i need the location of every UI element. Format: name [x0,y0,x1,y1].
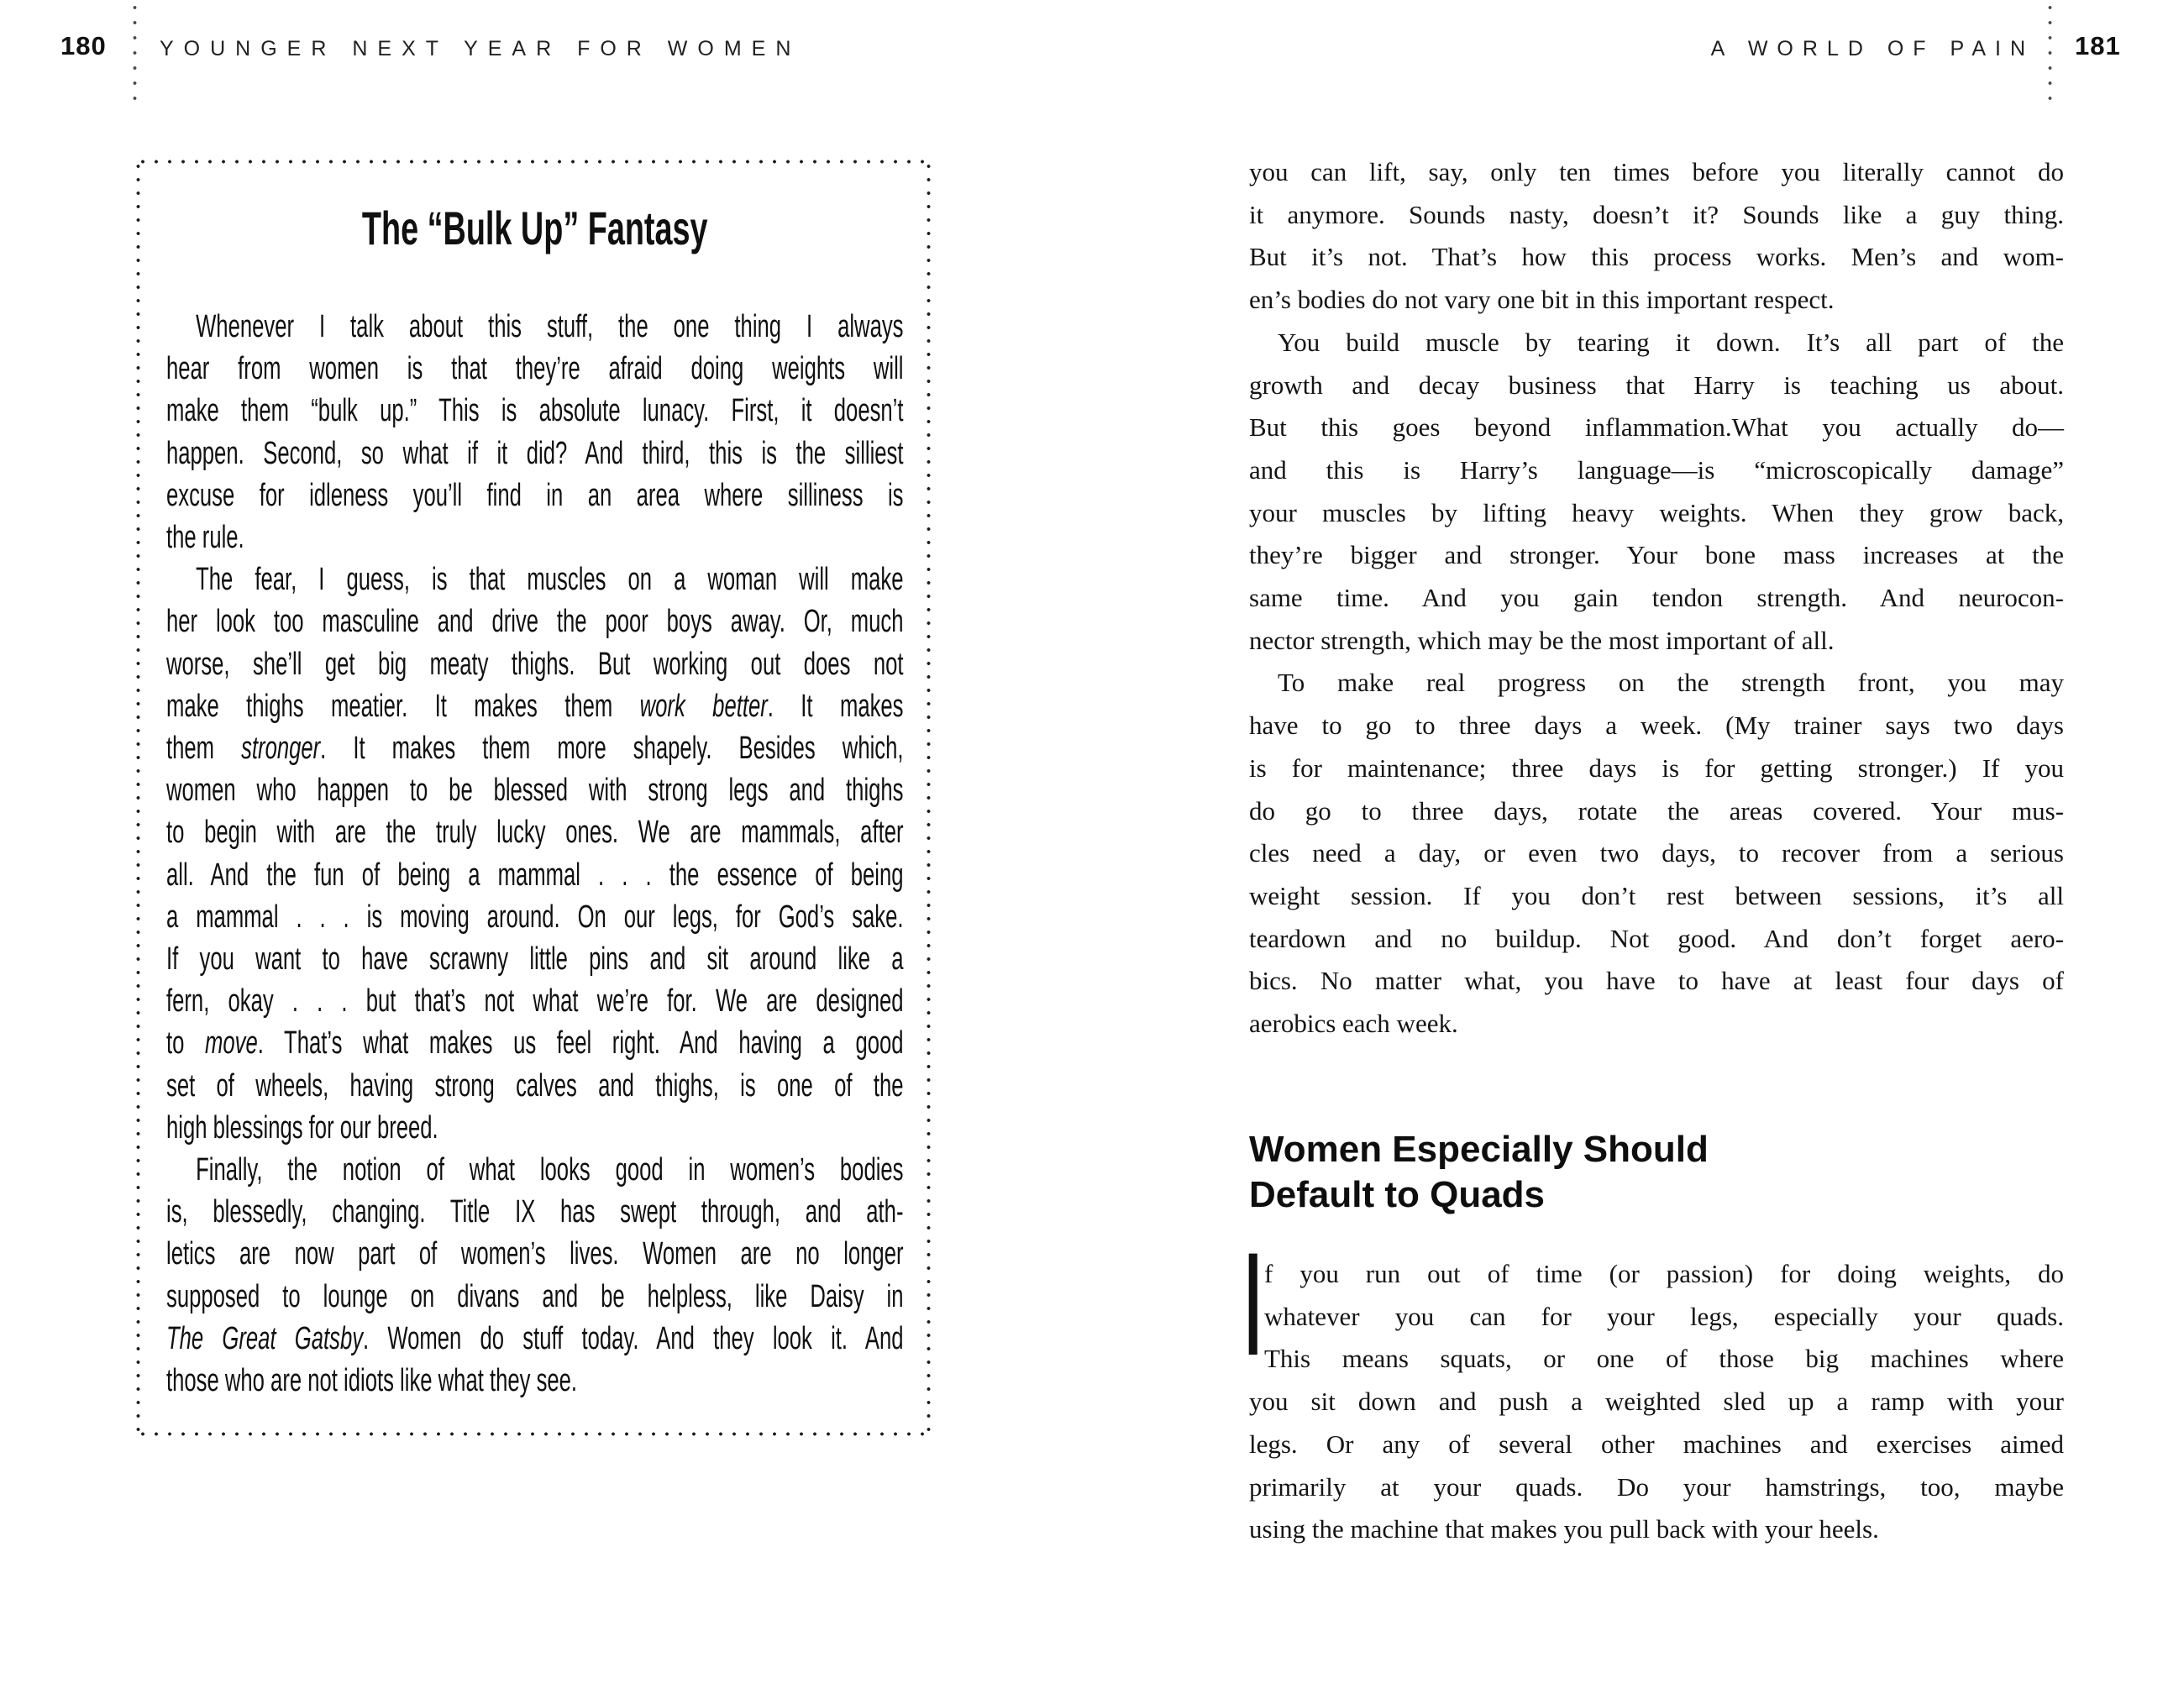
section-heading [1249,1127,1709,1218]
text-line: them stronger. It makes them more shapely. Besides which, [166,731,904,767]
text-line: to begin with are the truly lucky ones. We are mammals, after [166,815,904,851]
text-line: is for maintenance; three days is for getting stronger.) If you [1249,752,2064,783]
text-line: primarily at your quads. Do your hamstrings, too, maybe [1249,1471,2064,1502]
box-border-right [927,160,931,1436]
text-line: supposed to lounge on divans and be helpless, like Daisy in [166,1278,904,1314]
text-line: and this is Harry’s language—is “microscopically damage” [1249,454,2064,485]
left-running-head: YOUNGER NEXT YEAR FOR WOMEN [160,37,801,60]
text-line: legs. Or any of several other machines and exercises aimed [1249,1429,2064,1459]
text-line: growth and decay business that Harry is teaching us about. [1249,370,2064,400]
quads-paragraph [1245,1223,2064,1551]
text-line: same time. And you gain tendon strength. And neurocon- [1249,583,2064,613]
text-line: teardown and no buildup. Not good. And don’t forget aero- [1249,923,2064,953]
dropcap-letter: I [1245,1223,1262,1387]
box-border-left [136,160,140,1436]
text-line: worse, she’ll get big meaty thighs. But working out does not [166,646,904,682]
text-line: using the machine that makes you pull back with your heels. [1249,1514,1879,1544]
text-line: you can lift, say, only ten times before you literally cannot do [1249,157,2064,186]
right-body-top [1249,151,2064,1046]
box-body [166,306,904,1402]
text-line: en’s bodies do not vary one bit in this important respect. [1249,285,1835,315]
text-line: Finally, the notion of what looks good in women’s bodies [196,1152,904,1188]
text-line: a mammal . . . is moving around. On our legs, for God’s sake. [166,899,904,935]
section-heading-line-2: Default to Quads [1249,1174,1546,1215]
text-line: This means squats, or one of those big machines where [1264,1344,2064,1374]
box-content [166,160,904,1402]
text-line: weight session. If you don’t rest between sessions, it’s all [1249,880,2064,910]
text-line: make thighs meatier. It makes them work better. It makes [166,688,904,724]
text-line: have to go to three days a week. (My trainer says two days [1249,710,2064,741]
paragraph [1249,151,2064,322]
text-line: But it’s not. That’s how this process works. Men’s and wom- [1249,242,2064,272]
text-line: the rule. [166,520,244,556]
box-title: The “Bulk Up” Fantasy [361,202,708,254]
text-line: her look too masculine and drive the poor boys away. Or, much [166,604,904,640]
text-line: nector strength, which may be the most important of all. [1249,625,1835,655]
dropcap-full-lines [1249,1381,2064,1551]
paragraph [1249,322,2064,663]
left-header-dotted-rule [133,0,137,109]
right-running-head: A WORLD OF PAIN [1710,37,2034,60]
text-line: make them “bulk up.” This is absolute lunacy. First, it doesn’t [166,393,904,429]
text-line: it anymore. Sounds nasty, doesn’t it? Sounds like a guy thing. [1249,199,2064,229]
text-line: f you run out of time (or passion) for doing weights, do [1264,1259,2064,1288]
text-line: letics are now part of women’s lives. Women are no longer [166,1236,904,1272]
text-line: happen. Second, so what if it did? And third, this is the silliest [166,435,904,471]
text-line: women who happen to be blessed with strong legs and thighs [166,773,904,809]
text-line: your muscles by lifting heavy weights. When they grow back, [1249,497,2064,527]
text-line: The Great Gatsby. Women do stuff today. And they look it. And [166,1320,904,1356]
section-heading-line-1: Women Especially Should [1249,1129,1709,1170]
text-line: You build muscle by tearing it down. It’s all part of the [1278,327,2064,357]
text-line: you sit down and push a weighted sled up a ramp with your [1249,1387,2064,1417]
text-line: The fear, I guess, is that muscles on a woman will make [196,562,904,598]
text-line: fern, okay . . . but that’s not what we’re for. We are designed [166,983,904,1020]
right-page-number: 181 [2075,31,2121,60]
right-header-dotted-rule [2048,0,2052,109]
text-line: is, blessedly, changing. Title IX has swept through, and ath- [166,1194,904,1230]
box-border-bottom [136,1432,931,1436]
dropcap-beside-lines [1249,1253,2064,1381]
text-line: Whenever I talk about this stuff, the one thing I always [196,309,904,344]
paragraph [1249,662,2064,1045]
bulk-up-sidebar-box [136,160,931,1436]
text-line: high blessings for our breed. [166,1109,438,1146]
text-line: those who are not idiots like what they see. [166,1363,578,1399]
text-line: aerobics each week. [1249,1009,1458,1039]
text-line: to move. That’s what makes us feel right. And having a good [166,1025,904,1062]
text-line: whatever you can for your legs, especially your quads. [1264,1301,2064,1331]
text-line: If you want to have scrawny little pins and sit around like a [166,941,904,978]
text-line: do go to three days, rotate the areas covered. Your mus- [1249,795,2064,826]
left-page-number: 180 [60,31,107,60]
text-line: hear from women is that they’re afraid doing weights will [166,351,904,387]
text-line: set of wheels, having strong calves and thighs, is one of the [166,1067,904,1104]
text-line: cles need a day, or even two days, to recover from a serious [1249,838,2064,868]
paragraph [166,306,904,558]
text-line: they’re bigger and stronger. Your bone mass increases at the [1249,540,2064,570]
text-line: But this goes beyond inflammation.What you actually do— [1249,412,2064,443]
paragraph [166,558,904,1149]
text-line: excuse for idleness you’ll find in an area where silliness is [166,477,904,513]
text-line: all. And the fun of being a mammal . . . the essence of being [166,857,904,893]
paragraph [166,1149,904,1402]
text-line: To make real progress on the strength front, you may [1278,668,2064,698]
text-line: bics. No matter what, you have to have at least four days of [1249,966,2064,996]
